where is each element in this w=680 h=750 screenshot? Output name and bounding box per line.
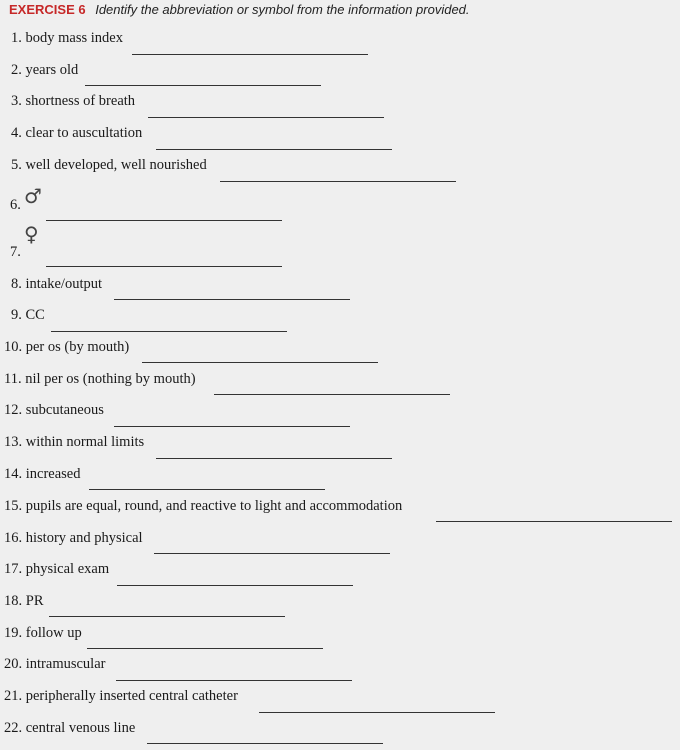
question-label: 22. central venous line — [4, 720, 136, 736]
question-label: 13. within normal limits — [4, 434, 145, 450]
question-label: 1. body mass index — [11, 30, 123, 46]
question-label: 16. history and physical — [4, 530, 143, 546]
question-label: 18. PR — [4, 593, 44, 609]
question-label: 20. intramuscular — [4, 656, 106, 672]
female-symbol-icon: ♀ — [24, 222, 39, 246]
answer-blank[interactable] — [142, 362, 378, 363]
answer-blank[interactable] — [87, 648, 323, 649]
answer-blank[interactable] — [220, 181, 456, 182]
question-label: 21. peripherally inserted central catheter — [4, 688, 238, 704]
question-label: 10. per os (by mouth) — [4, 339, 130, 355]
answer-blank[interactable] — [89, 489, 325, 490]
question-label: 8. intake/output — [11, 276, 103, 292]
answer-blank[interactable] — [85, 85, 321, 86]
exercise-header — [9, 1, 470, 19]
question-label: 9. CC — [11, 307, 45, 323]
question-label: 4. clear to auscultation — [11, 125, 143, 141]
answer-blank[interactable] — [46, 266, 282, 267]
question-label: 7. — [10, 244, 21, 260]
answer-blank[interactable] — [436, 521, 672, 522]
answer-blank[interactable] — [117, 585, 353, 586]
male-symbol-icon: ♂ — [24, 184, 42, 208]
question-label: 17. physical exam — [4, 561, 110, 577]
question-label: 2. years old — [11, 62, 79, 78]
answer-blank[interactable] — [156, 149, 392, 150]
answer-blank[interactable] — [51, 331, 287, 332]
answer-blank[interactable] — [147, 743, 383, 744]
answer-blank[interactable] — [114, 299, 350, 300]
question-label: 11. nil per os (nothing by mouth) — [4, 371, 196, 387]
answer-blank[interactable] — [132, 54, 368, 55]
answer-blank[interactable] — [214, 394, 450, 395]
question-label: 12. subcutaneous — [4, 402, 104, 418]
exercise-label: EXERCISE 6 — [9, 2, 86, 17]
question-label: 6. — [10, 197, 21, 213]
answer-blank[interactable] — [259, 712, 495, 713]
answer-blank[interactable] — [154, 553, 390, 554]
exercise-instruction: Identify the abbreviation or symbol from the information provided. — [95, 2, 470, 17]
question-label: 15. pupils are equal, round, and reactive to light and accommodation — [4, 498, 403, 514]
question-label: 19. follow up — [4, 625, 82, 641]
answer-blank[interactable] — [156, 458, 392, 459]
question-label: 5. well developed, well nourished — [11, 157, 207, 173]
question-label: 3. shortness of breath — [11, 93, 136, 109]
answer-blank[interactable] — [116, 680, 352, 681]
answer-blank[interactable] — [46, 220, 282, 221]
answer-blank[interactable] — [114, 426, 350, 427]
question-label: 14. increased — [4, 466, 81, 482]
answer-blank[interactable] — [148, 117, 384, 118]
answer-blank[interactable] — [49, 616, 285, 617]
